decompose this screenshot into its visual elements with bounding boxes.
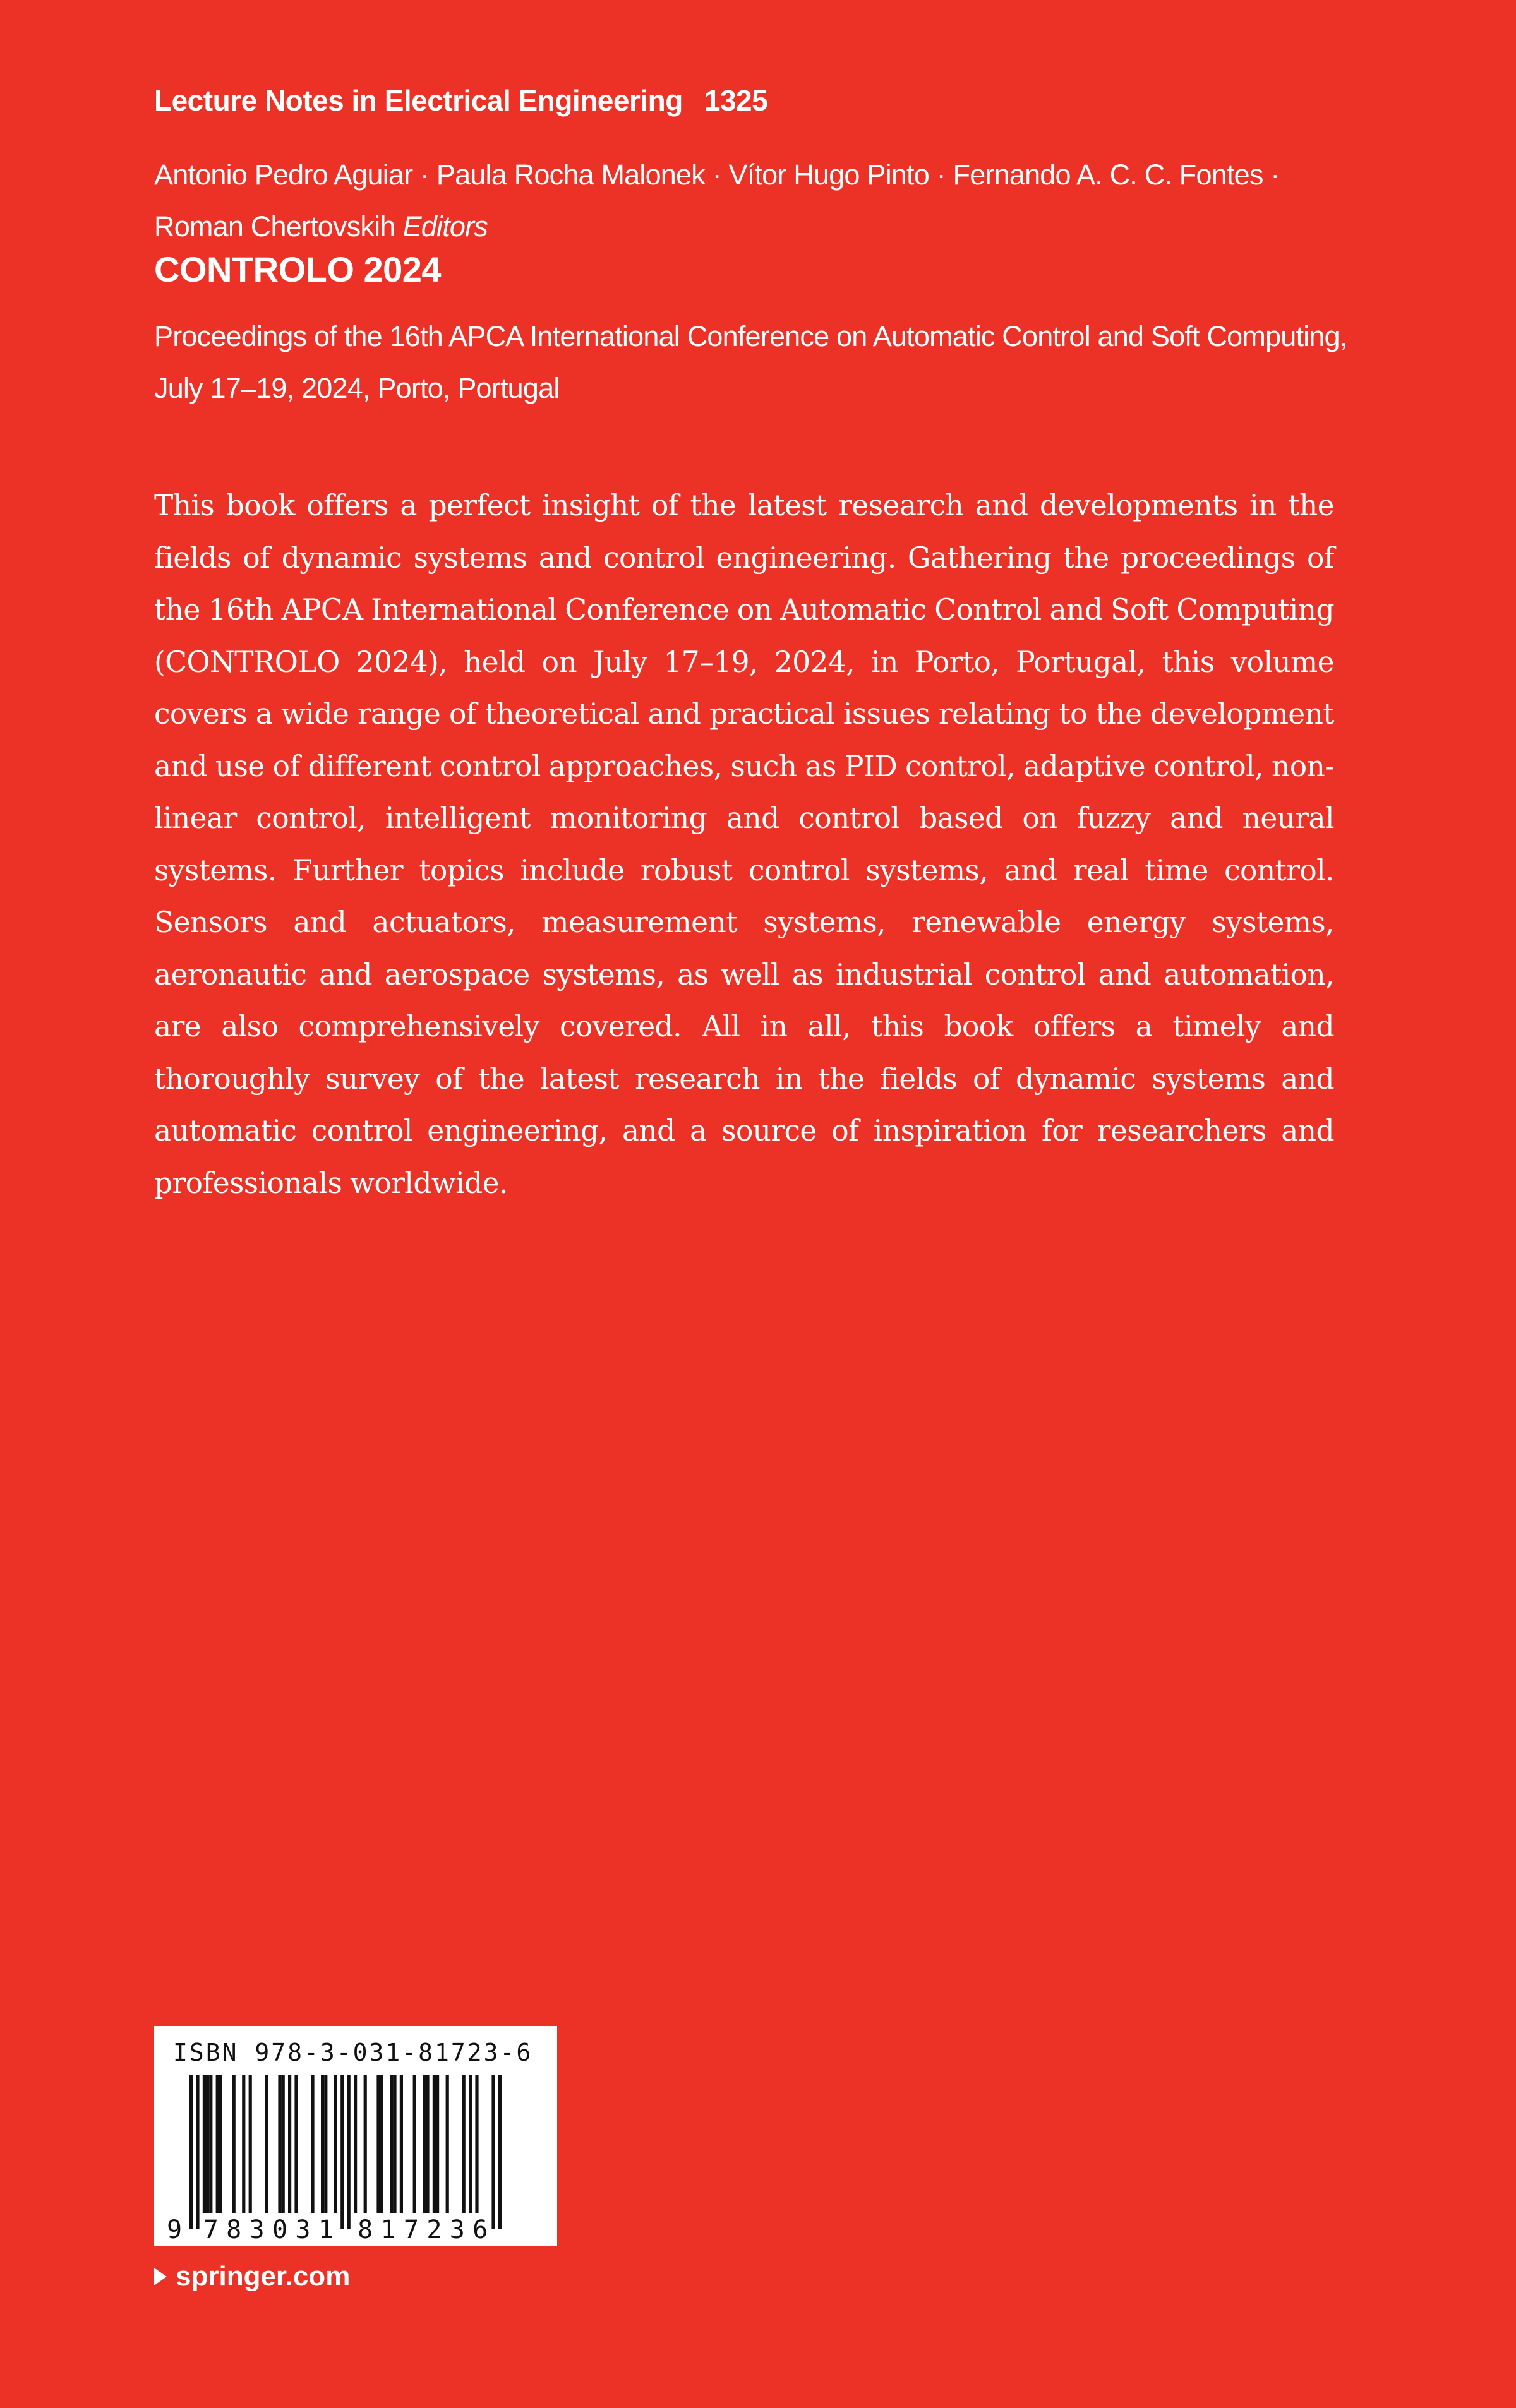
barcode-bar bbox=[334, 2075, 337, 2213]
barcode-bar bbox=[206, 2075, 209, 2213]
subtitle-line-2: July 17–19, 2024, Porto, Portugal bbox=[154, 372, 560, 404]
publisher-website-text: springer.com bbox=[176, 2261, 351, 2292]
barcode-guard-bar bbox=[347, 2075, 351, 2229]
barcode-bar bbox=[278, 2075, 281, 2213]
book-title: CONTROLO 2024 bbox=[154, 249, 442, 289]
isbn-label: ISBN 978-3-031-81723-6 bbox=[173, 2039, 533, 2066]
barcode-image bbox=[154, 2026, 557, 2246]
barcode-bar bbox=[209, 2075, 212, 2213]
editors-role: Editors bbox=[402, 210, 488, 243]
barcode-bar bbox=[282, 2075, 285, 2213]
barcode-bar bbox=[469, 2075, 472, 2213]
barcode-digit: 7 bbox=[203, 2215, 219, 2244]
barcode-bar bbox=[413, 2075, 416, 2213]
barcode-bar bbox=[364, 2075, 367, 2213]
barcode-bar bbox=[462, 2075, 466, 2213]
isbn-barcode-box bbox=[154, 2026, 557, 2246]
editors-list bbox=[154, 149, 1417, 253]
barcode-bar bbox=[242, 2075, 245, 2213]
barcode-bar bbox=[354, 2075, 357, 2213]
barcode-bar bbox=[265, 2075, 268, 2213]
barcode-digit: 1 bbox=[318, 2215, 334, 2244]
barcode-bar bbox=[216, 2075, 219, 2213]
barcode-digit: 9 bbox=[166, 2215, 183, 2244]
barcode-bar bbox=[321, 2075, 324, 2213]
barcode-bar bbox=[288, 2075, 291, 2213]
barcode-bar bbox=[294, 2075, 298, 2213]
subtitle-line-1: Proceedings of the 16th APCA International Conference on Automatic Control and Soft Computing, bbox=[154, 320, 1347, 352]
barcode-digit: 0 bbox=[272, 2215, 288, 2244]
barcode-bar bbox=[311, 2075, 314, 2213]
arrow-right-icon bbox=[154, 2268, 167, 2285]
barcode-guard-bar bbox=[190, 2075, 193, 2229]
barcode-bar bbox=[390, 2075, 393, 2213]
barcode-bar bbox=[433, 2075, 436, 2213]
barcode-digit: 6 bbox=[472, 2215, 488, 2244]
barcode-digit: 2 bbox=[426, 2215, 442, 2244]
barcode-digit: 3 bbox=[449, 2215, 465, 2244]
barcode-bar bbox=[446, 2075, 449, 2213]
barcode-bar bbox=[203, 2075, 206, 2213]
barcode-bar bbox=[393, 2075, 396, 2213]
series-name: Lecture Notes in Electrical Engineering bbox=[154, 84, 683, 117]
barcode-bar bbox=[380, 2075, 383, 2213]
barcode-guard-bar bbox=[498, 2075, 502, 2229]
barcode-guard-bar bbox=[340, 2075, 344, 2229]
barcode-digit: 8 bbox=[358, 2215, 373, 2244]
barcode-digit: 3 bbox=[295, 2215, 311, 2244]
book-description: This book offers a perfect insight of the latest research and developments in the fields of dynamic systems and control engineering. Gathering the proceedings of the 16th APCA International Conference on Automatic Control and Soft Computing (CONTROLO 2024), held on July 17–19, 2024, in Porto, Portugal, this volume covers a wide range of theoretical and practical issues relating to the development and use of different control approaches, such as PID control, adaptive control, non-linear control, intelligent monitoring and control based on fuzzy and neural systems. Further topics include robust control systems, and real time control. Sensors and actuators, measurement systems, renewable energy systems, aeronautic and aerospace systems, as well as industrial control and automation, are also comprehensively covered. All in all, this book offers a timely and thoroughly survey of the latest research in the fields of dynamic systems and automatic control engineering, and a source of inspiration for researchers and professionals worldwide. bbox=[154, 489, 1334, 1200]
barcode-digit: 8 bbox=[226, 2215, 242, 2244]
editors-line-2 bbox=[154, 201, 1417, 253]
series-title bbox=[154, 83, 767, 117]
barcode-bar bbox=[232, 2075, 236, 2213]
barcode-bar bbox=[436, 2075, 439, 2213]
barcode-digit: 7 bbox=[403, 2215, 419, 2244]
editors-line-1: Antonio Pedro Aguiar · Paula Rocha Malonek · Vítor Hugo Pinto · Fernando A. C. C. Fontes · bbox=[154, 159, 1280, 191]
barcode-bar bbox=[376, 2075, 380, 2213]
barcode-bar bbox=[249, 2075, 252, 2213]
publisher-website-link[interactable] bbox=[154, 2261, 350, 2292]
barcode-guard-bar bbox=[196, 2075, 199, 2229]
barcode-bar bbox=[219, 2075, 222, 2213]
barcode-bar bbox=[400, 2075, 403, 2213]
barcode-bar bbox=[423, 2075, 426, 2213]
barcode-bar bbox=[426, 2075, 429, 2213]
barcode-digit: 3 bbox=[249, 2215, 265, 2244]
barcode-bar bbox=[475, 2075, 478, 2213]
book-subtitle bbox=[154, 311, 1411, 414]
editor-name-last: Roman Chertovskih bbox=[154, 210, 395, 243]
barcode-digit: 1 bbox=[380, 2215, 396, 2244]
barcode-bar bbox=[324, 2075, 327, 2213]
barcode-guard-bar bbox=[491, 2075, 495, 2229]
series-number: 1325 bbox=[704, 84, 768, 117]
